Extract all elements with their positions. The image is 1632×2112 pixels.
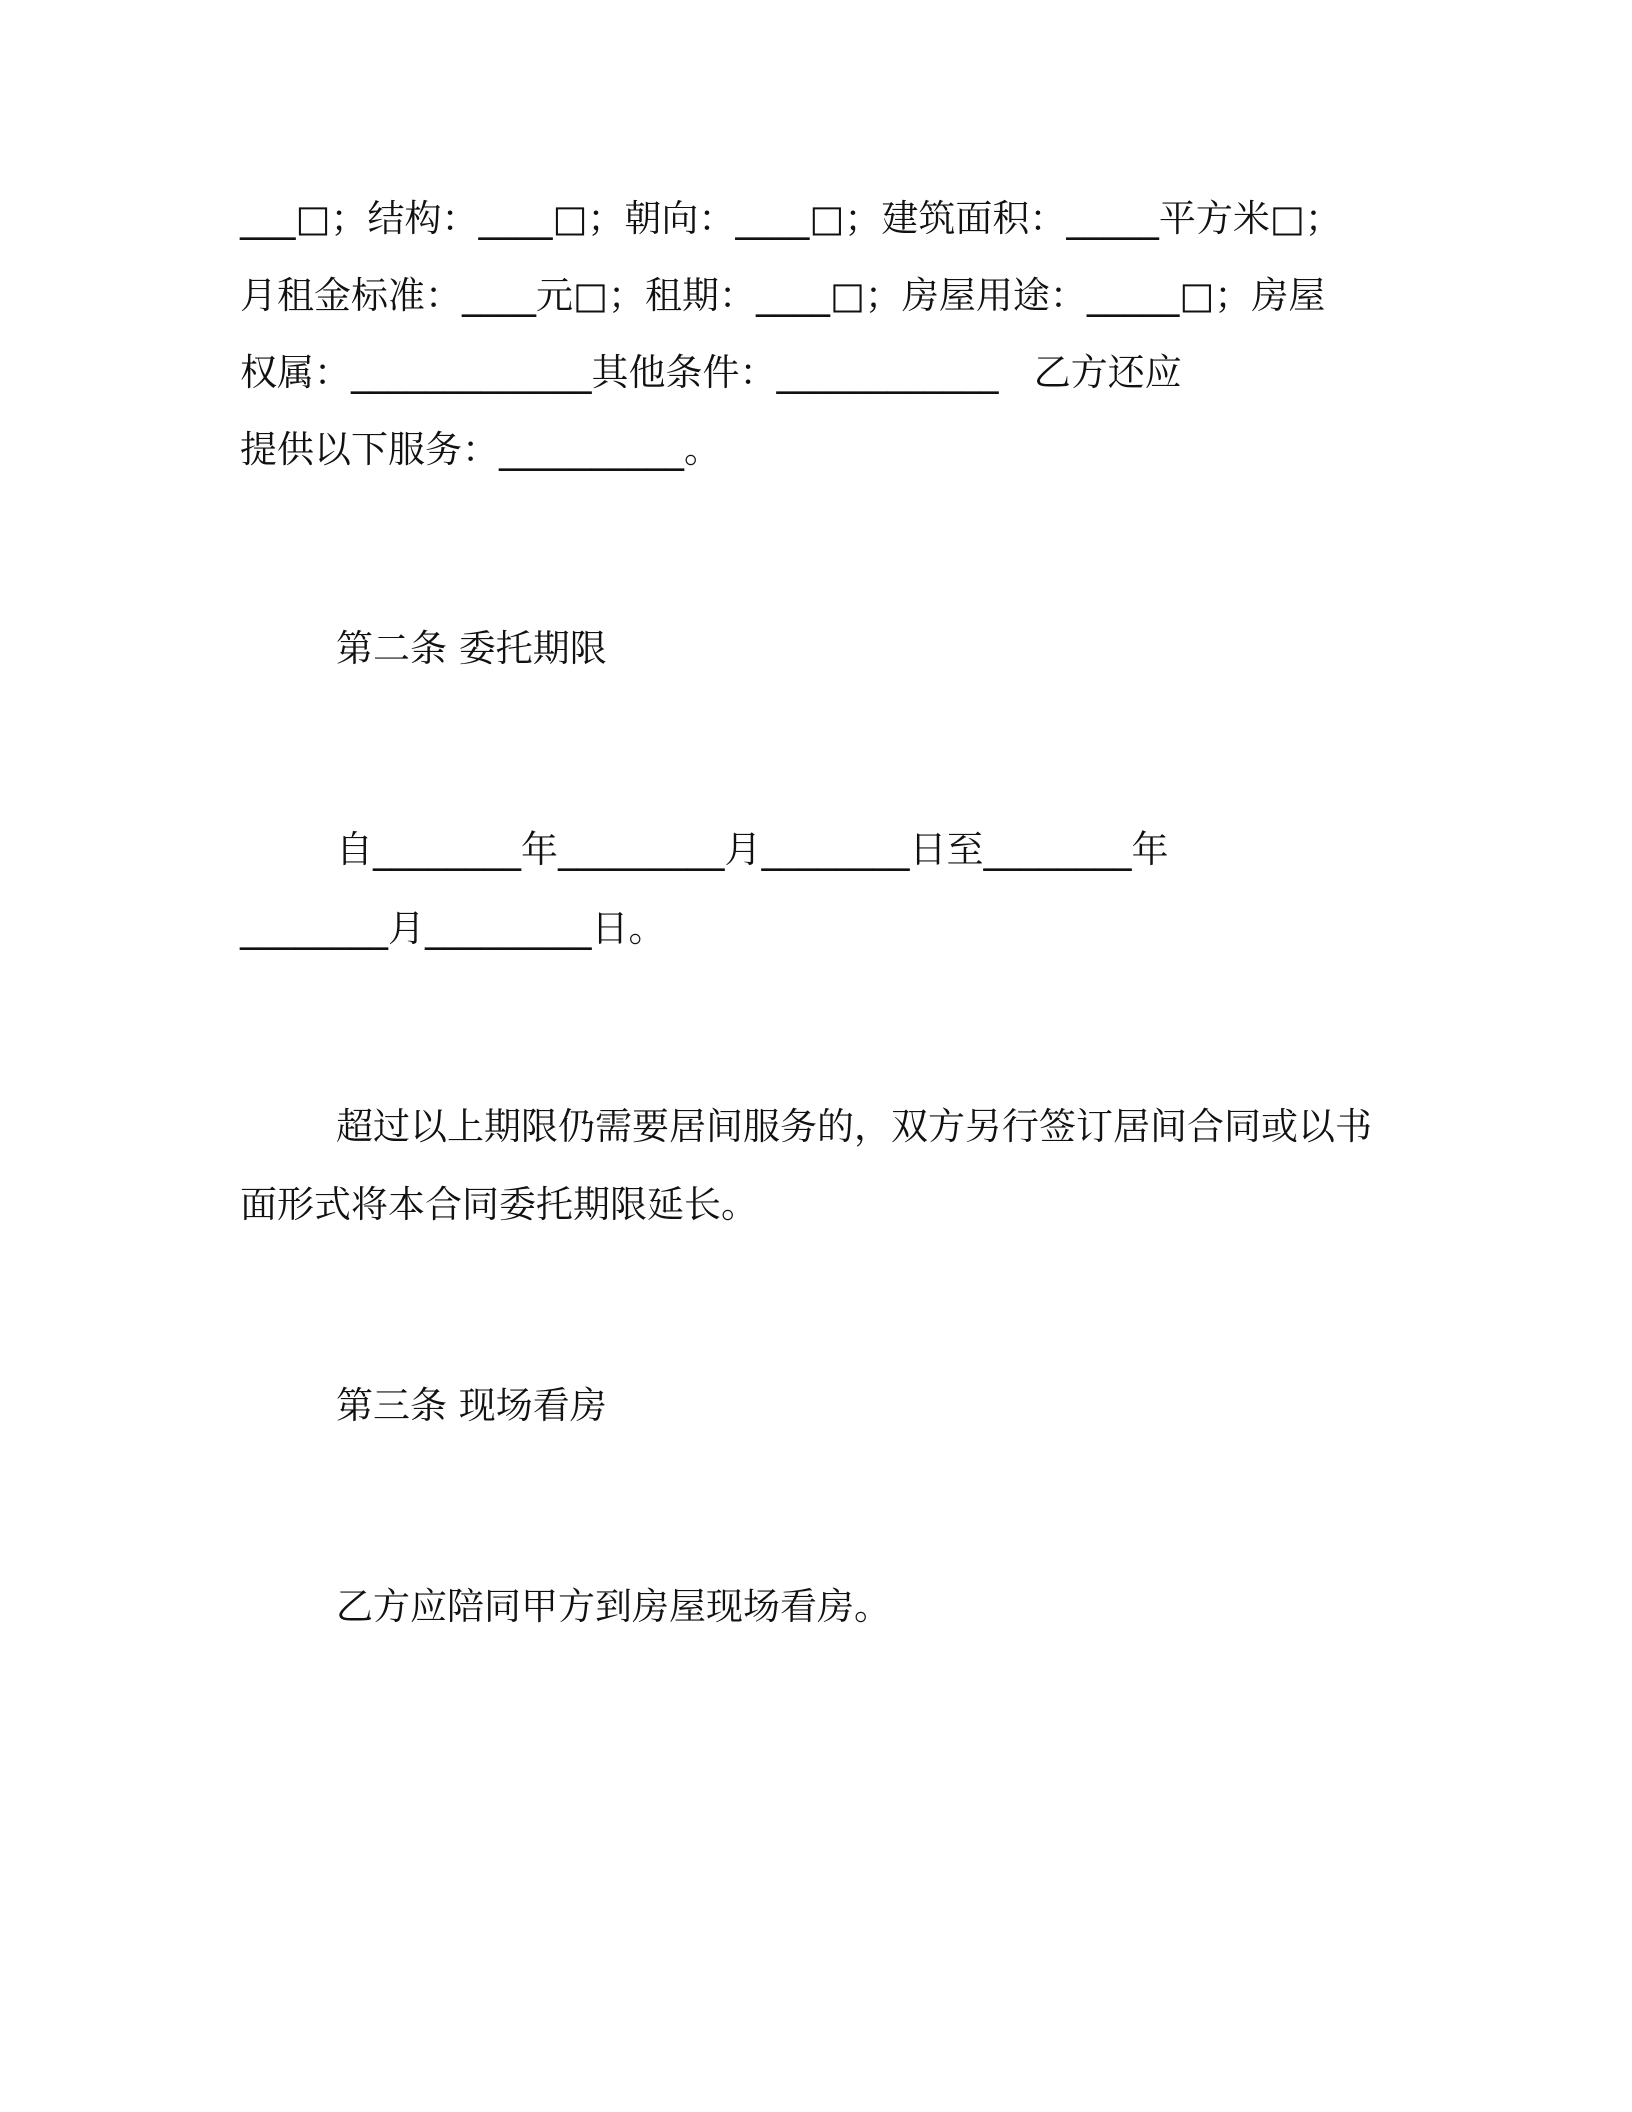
site-viewing-clause: 乙方应陪同甲方到房屋现场看房。	[336, 1585, 891, 1628]
entrustment-period-line-1: 自________年_________月________日至________年	[336, 828, 1169, 871]
extension-clause-line-2: 面形式将本合同委托期限延长。	[240, 1183, 758, 1226]
entrustment-period-line-2: ________月_________日。	[240, 907, 666, 950]
property-details-line-2: 月租金标准：____元□；租期：____□；房屋用途：_____□；房屋	[240, 274, 1326, 317]
extension-clause-line-1: 超过以上期限仍需要居间服务的，双方另行签订居间合同或以书	[336, 1105, 1372, 1148]
property-details-line-1: ___□；结构：____□；朝向：____□；建筑面积：_____平方米□；	[240, 197, 1342, 240]
property-details-line-4: 提供以下服务：__________。	[240, 428, 721, 471]
section-heading-entrustment-period: 第二条 委托期限	[336, 627, 607, 670]
section-heading-site-viewing: 第三条 现场看房	[336, 1384, 607, 1427]
property-details-line-3: 权属：_____________其他条件：____________ 乙方还应	[240, 351, 1182, 394]
